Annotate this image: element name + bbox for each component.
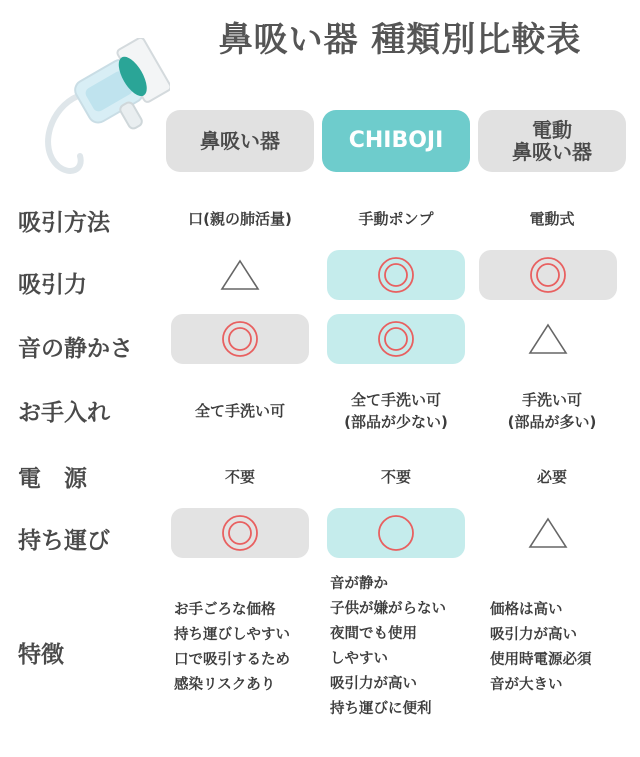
nasal-aspirator-image xyxy=(40,38,170,178)
list-item: 夜間でも使用 xyxy=(330,626,417,642)
list-item: しやすい xyxy=(330,651,388,667)
list-item: 音が静か xyxy=(330,576,388,592)
double-circle-icon xyxy=(220,319,260,359)
list-item: 子供が嫌がらない xyxy=(330,601,446,617)
circle-icon xyxy=(376,513,416,553)
row-label-portability: 持ち運び xyxy=(18,528,110,554)
features-list-1 xyxy=(174,598,290,698)
cell-method-2: 手動ポンプ xyxy=(358,210,434,228)
column-header-chiboji: CHIBOJI xyxy=(322,110,470,172)
list-item: 音が大きい xyxy=(490,677,563,693)
cell-power-source-2: 不要 xyxy=(380,468,411,486)
triangle-icon xyxy=(528,513,568,553)
list-item: 価格は高い xyxy=(490,602,563,618)
list-item: 持ち運びしやすい xyxy=(174,627,290,643)
row-label-features: 特徴 xyxy=(18,642,64,668)
list-item: 使用時電源必須 xyxy=(490,652,592,668)
page-title: 鼻吸い器 種類別比較表 xyxy=(218,20,582,60)
features-list-3 xyxy=(490,598,592,698)
triangle-icon xyxy=(528,319,568,359)
double-circle-icon xyxy=(220,513,260,553)
double-circle-icon xyxy=(376,255,416,295)
list-item: 吸引力が高い xyxy=(330,676,417,692)
cell-power-source-1: 不要 xyxy=(224,468,255,486)
list-item: 口で吸引するため xyxy=(174,652,290,668)
cell-method-1: 口(親の肺活量) xyxy=(188,210,292,228)
cell-care-3: 手洗い可 (部品が多い) xyxy=(507,391,597,431)
triangle-icon xyxy=(220,255,260,295)
list-item: 持ち運びに便利 xyxy=(330,701,432,717)
cell-power-source-3: 必要 xyxy=(536,468,567,486)
double-circle-icon xyxy=(376,319,416,359)
cell-care-2: 全て手洗い可 (部品が少ない) xyxy=(344,391,448,431)
row-label-care: お手入れ xyxy=(18,400,110,426)
list-item: 吸引力が高い xyxy=(490,627,577,643)
row-label-quietness: 音の静かさ xyxy=(18,336,133,362)
row-label-power-source: 電 源 xyxy=(18,466,87,492)
list-item: お手ごろな価格 xyxy=(174,602,276,618)
list-item: 感染リスクあり xyxy=(174,677,276,693)
column-header-nasal-aspirator: 鼻吸い器 xyxy=(166,110,314,172)
column-header-electric: 電動 鼻吸い器 xyxy=(478,110,626,172)
row-label-power: 吸引力 xyxy=(18,272,87,298)
double-circle-icon xyxy=(528,255,568,295)
features-list-2 xyxy=(330,572,446,722)
row-label-method: 吸引方法 xyxy=(18,210,110,236)
cell-care-1: 全て手洗い可 xyxy=(194,402,285,420)
cell-method-3: 電動式 xyxy=(529,210,575,228)
